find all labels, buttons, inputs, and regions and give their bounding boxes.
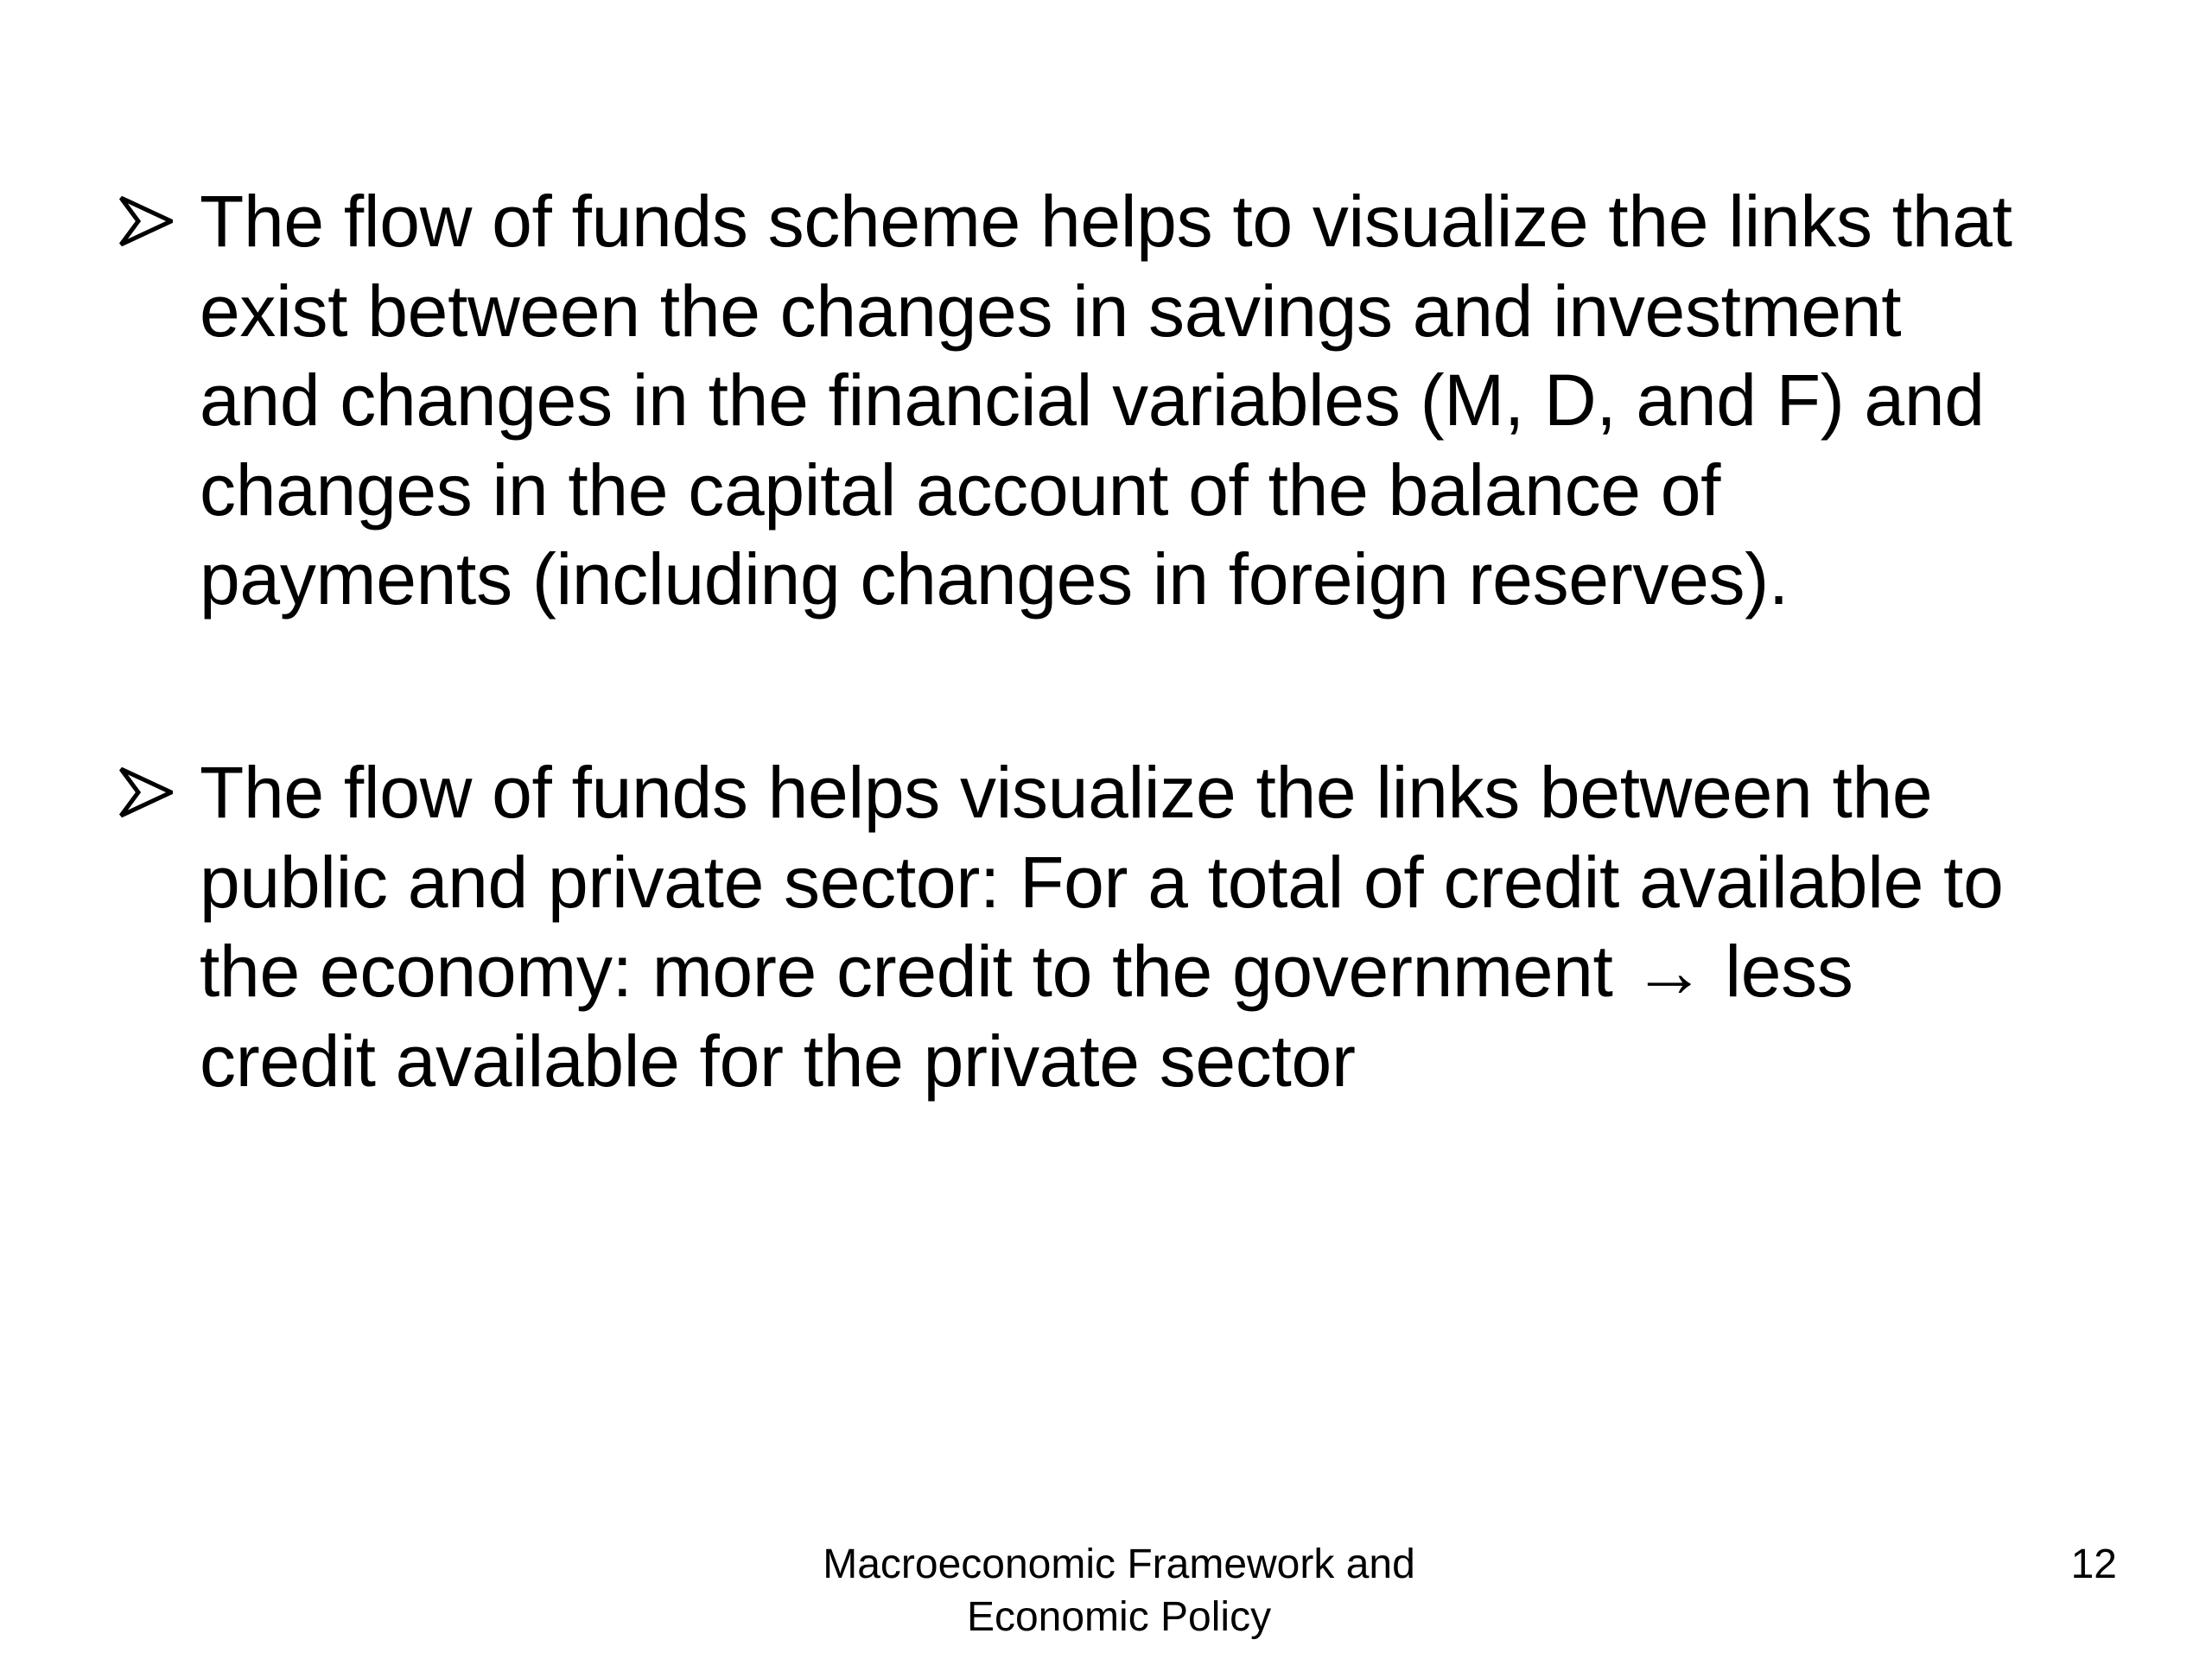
arrowhead-bullet-icon: [119, 196, 173, 246]
footer-title: Macroeconomic Framework and Economic Policy: [823, 1541, 1415, 1640]
arrowhead-bullet-icon: [119, 767, 173, 817]
bullet-text: The flow of funds scheme helps to visualize the links that exist between the changes in savings and investment and changes in the financial variables (M, D, and F) and changes in the capital account of the balance of payments (including changes in foreign reserves).: [200, 181, 2012, 620]
page-number: 12: [2070, 1541, 2117, 1587]
bullet-text: The flow of funds helps visualize the links between the public and private sector: For a total of credit available to the economy: more credit to the government → less credit available for the private sector: [200, 752, 2004, 1102]
